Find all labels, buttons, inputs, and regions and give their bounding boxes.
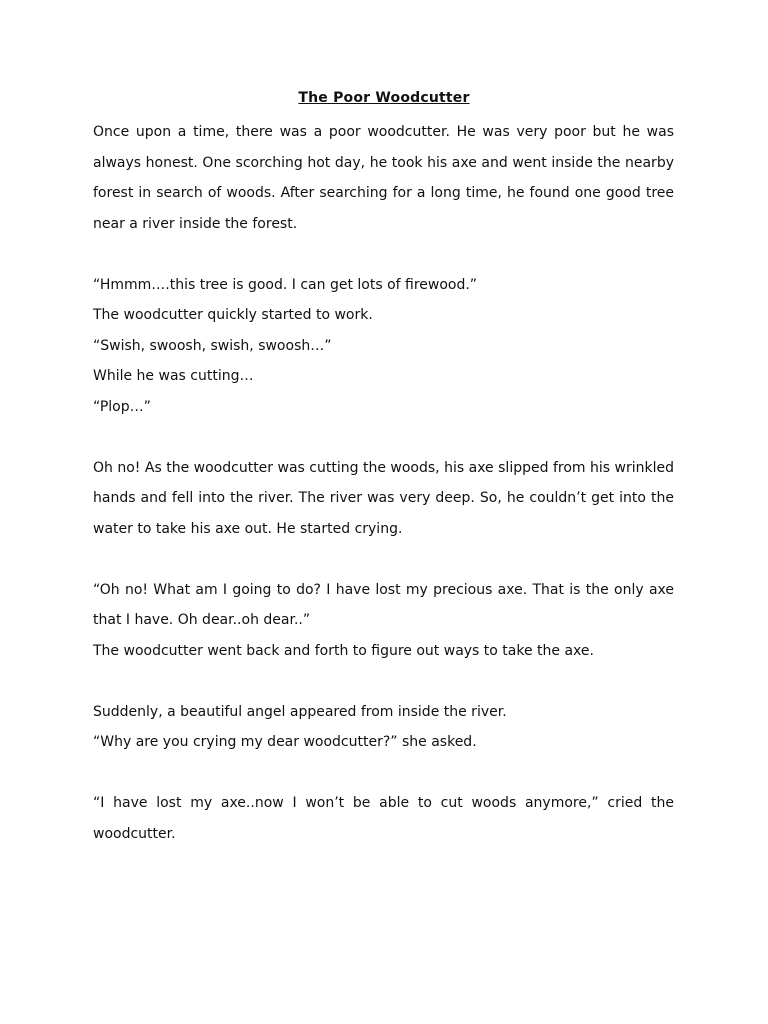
paragraph-gap xyxy=(93,544,674,575)
paragraph-opening: Once upon a time, there was a poor woodcutter. He was very poor but he was always honest. One scorching hot day, he took his axe and went inside the nearby forest in search of woods. After searching for a long time, he found one good tree near a river inside the forest. xyxy=(93,124,674,232)
dialogue-line: “Why are you crying my dear woodcutter?” she asked. xyxy=(93,734,477,750)
paragraph-axe-lost: Oh no! As the woodcutter was cutting the woods, his axe slipped from his wrinkled hands and fell into the river. The river was very deep. So, he couldn’t get into the water to take his axe out. He started crying. xyxy=(93,459,674,537)
dialogue-line: “Swish, swoosh, swish, swoosh…” xyxy=(93,337,332,354)
paragraph-gap xyxy=(93,422,674,453)
narration-line: Suddenly, a beautiful angel appeared from inside the river. xyxy=(93,703,507,720)
paragraph-reply: “I have lost my axe..now I won’t be able to cut woods anymore,” cried the woodcutter. xyxy=(93,795,674,842)
story-body xyxy=(93,117,674,849)
page-title: The Poor Woodcutter xyxy=(298,90,470,106)
narration-line: While he was cutting… xyxy=(93,368,254,384)
narration-line: The woodcutter quickly started to work. xyxy=(93,307,373,323)
paragraph-gap xyxy=(93,666,674,697)
paragraph-gap xyxy=(93,239,674,270)
dialogue-line: “Hmmm….this tree is good. I can get lots of firewood.” xyxy=(93,276,478,293)
dialogue-line: “Plop…” xyxy=(93,398,151,415)
paragraph-lament: “Oh no! What am I going to do? I have lost my precious axe. That is the only axe that I have. Oh dear..oh dear..” xyxy=(93,581,674,628)
paragraph-gap xyxy=(93,758,674,789)
narration-line: The woodcutter went back and forth to figure out ways to take the axe. xyxy=(93,642,594,659)
